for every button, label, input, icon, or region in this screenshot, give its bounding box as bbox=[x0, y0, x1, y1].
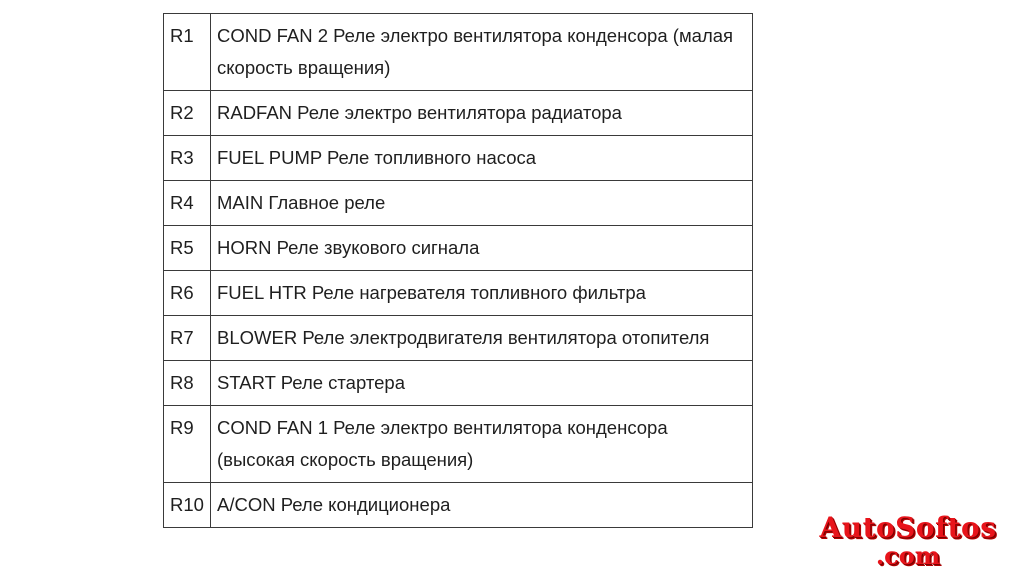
relay-code: R8 bbox=[164, 361, 211, 406]
relay-description: FUEL PUMP Реле топливного насоса bbox=[211, 136, 753, 181]
relay-description: MAIN Главное реле bbox=[211, 181, 753, 226]
relay-code: R2 bbox=[164, 91, 211, 136]
relay-code: R5 bbox=[164, 226, 211, 271]
relay-description: BLOWER Реле электродвигателя вентилятора отопителя bbox=[211, 316, 753, 361]
relay-description: FUEL HTR Реле нагревателя топливного фильтра bbox=[211, 271, 753, 316]
relay-code: R6 bbox=[164, 271, 211, 316]
table-row bbox=[164, 181, 753, 226]
relay-description: COND FAN 2 Реле электро вентилятора конденсора (малая скорость вращения) bbox=[211, 14, 753, 91]
table-row bbox=[164, 226, 753, 271]
watermark-domain: .com bbox=[875, 541, 941, 570]
relay-description: START Реле стартера bbox=[211, 361, 753, 406]
table-row bbox=[164, 316, 753, 361]
table-row bbox=[164, 271, 753, 316]
table-row bbox=[164, 406, 753, 483]
relay-code: R10 bbox=[164, 483, 211, 528]
table-row bbox=[164, 483, 753, 528]
relay-description: A/CON Реле кондиционера bbox=[211, 483, 753, 528]
table-row bbox=[164, 136, 753, 181]
table-row bbox=[164, 91, 753, 136]
table-row bbox=[164, 14, 753, 91]
relay-code: R3 bbox=[164, 136, 211, 181]
relay-code: R9 bbox=[164, 406, 211, 483]
relay-description: HORN Реле звукового сигнала bbox=[211, 226, 753, 271]
relay-description: COND FAN 1 Реле электро вентилятора конденсора (высокая скорость вращения) bbox=[211, 406, 753, 483]
relay-description: RADFAN Реле электро вентилятора радиатора bbox=[211, 91, 753, 136]
watermark-text: AutoSoftos bbox=[819, 511, 997, 544]
relay-code: R7 bbox=[164, 316, 211, 361]
table-row bbox=[164, 361, 753, 406]
relay-code: R1 bbox=[164, 14, 211, 91]
relay-table bbox=[163, 13, 753, 528]
watermark-logo bbox=[808, 511, 1008, 570]
relay-code: R4 bbox=[164, 181, 211, 226]
